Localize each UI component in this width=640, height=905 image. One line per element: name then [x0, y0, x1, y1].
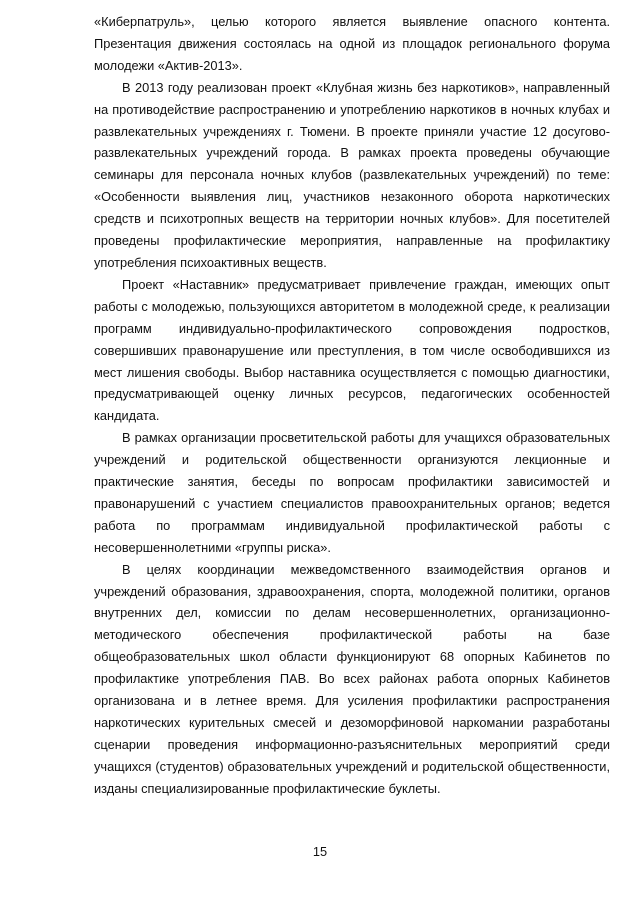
- page-number: 15: [312, 844, 328, 859]
- paragraph-2: В 2013 году реализован проект «Клубная жизнь без наркотиков», направленный на противодействие распространению и употреблению наркотиков в ночных клубах и развлекательных учреждениях г. Тюмени. В проекте приняли участие 12 досугово-развлекательных учреждений города. В рамках проекта проведены обучающие семинары для персонала ночных клубов (развлекательных учреждений) по теме: «Особенности выявления лиц, участников незаконного оборота наркотических средств и психотропных веществ на территории ночных клубов». Для посетителей проведены профилактические мероприятия, направленные на профилактику употребления психоактивных веществ.: [94, 79, 610, 270]
- paragraph-3: Проект «Наставник» предусматривает привлечение граждан, имеющих опыт работы с молодежью, пользующихся авторитетом в молодежной среде, к реализации программ индивидуально-профилактического сопровождения подростков, совершивших правонарушение или преступления, в том числе освободившихся из мест лишения свободы. Выбор наставника осуществляется с помощью диагностики, предусматривающей оценку личных ресурсов, педагогических особенностей кандидата.: [94, 276, 610, 424]
- paragraph-1: «Киберпатруль», целью которого является выявление опасного контента. Презентация движения состоялась на одной из площадок регионального форума молодежи «Актив-2013».: [94, 14, 610, 73]
- document-body: [94, 11, 610, 800]
- paragraph-5: В целях координации межведомственного взаимодействия органов и учреждений образования, здравоохранения, спорта, молодежной политики, органов внутренних дел, комиссии по делам несовершеннолетних, организационно-методического обеспечения профилактической работы на базе общеобразовательных школ области функционируют 68 опорных Кабинетов по профилактике употребления ПАВ. Во всех районах работа опорных Кабинетов организована и в летнее время. Для усиления профилактики распространения наркотических курительных смесей и дезоморфиновой наркомании разработаны сценарии проведения информационно-разъяснительных мероприятий среди учащихся (студентов) образовательных учреждений и родительской общественности, изданы специализированные профилактические буклеты.: [94, 561, 610, 796]
- paragraph-4: В рамках организации просветительской работы для учащихся образовательных учреждений и родительской общественности организуются лекционные и практические занятия, беседы по вопросам профилактики зависимостей и правонарушений с участием специалистов правоохранительных органов; ведется работа по программам индивидуальной профилактической работы с несовершеннолетними «группы риска».: [94, 430, 610, 555]
